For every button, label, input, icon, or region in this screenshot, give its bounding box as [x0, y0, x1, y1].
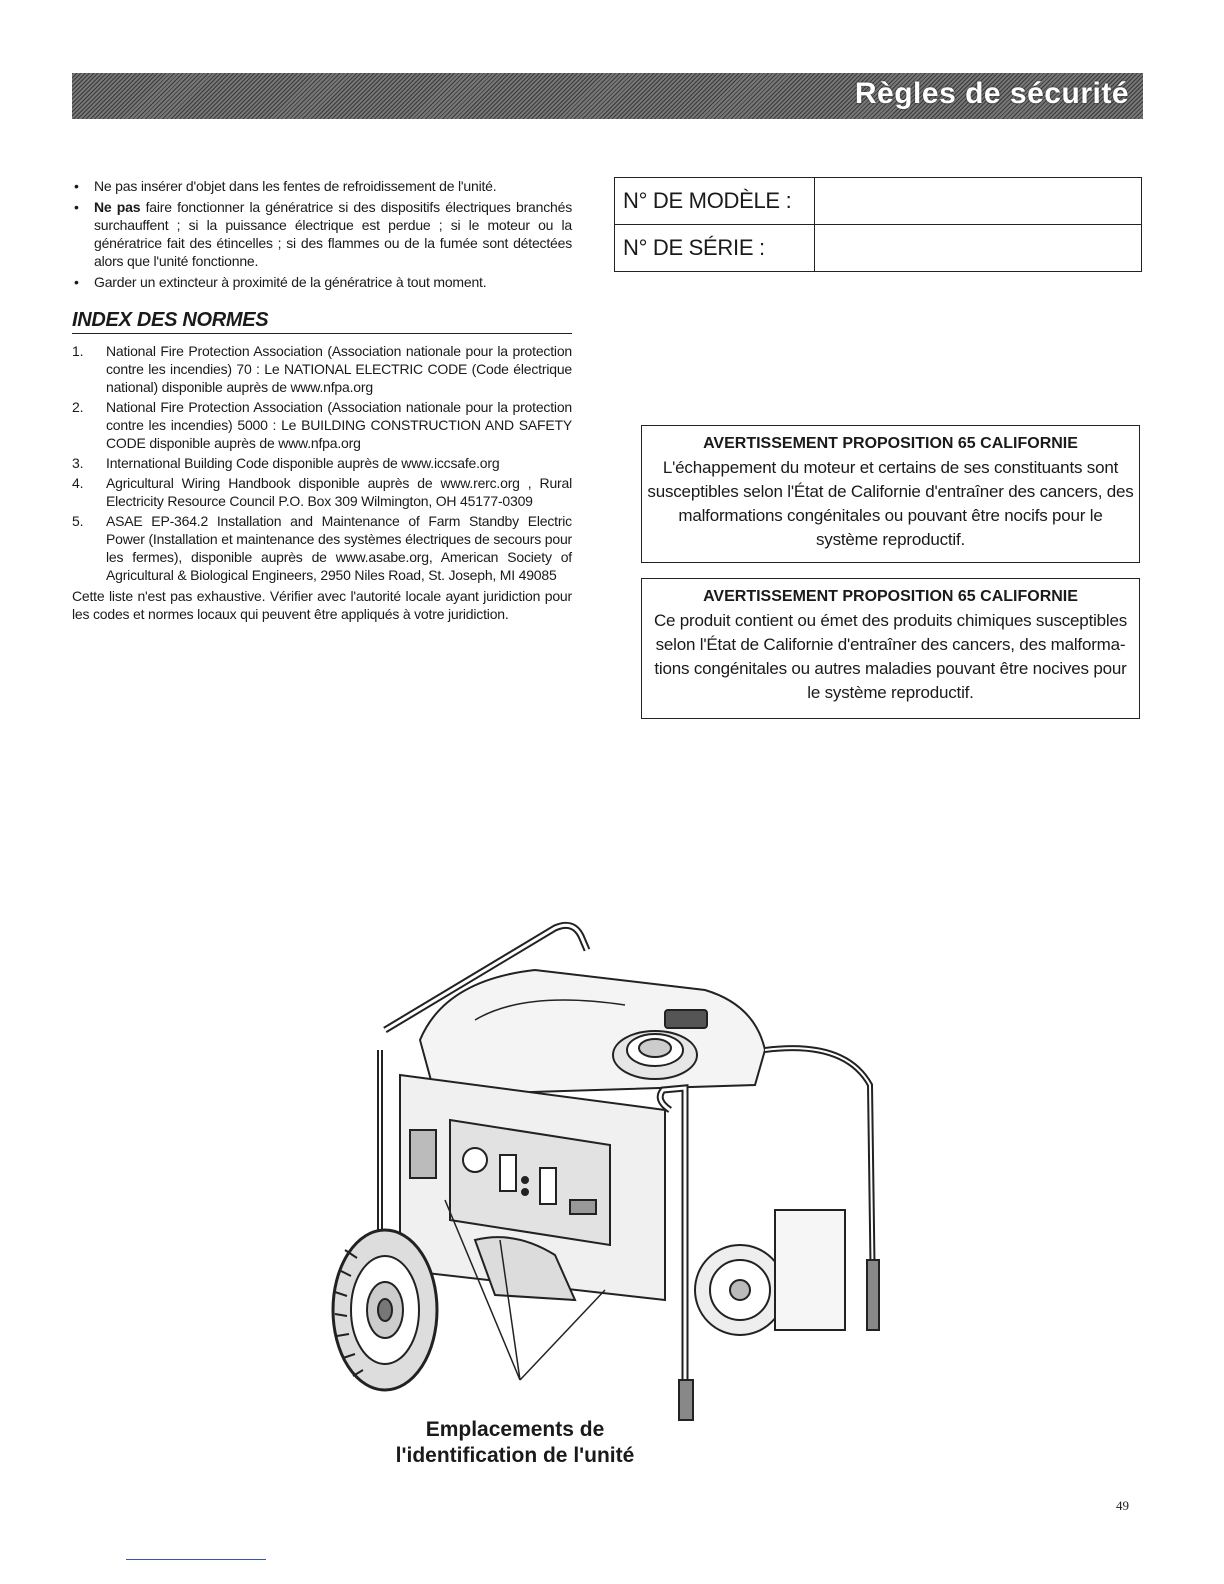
norms-list: [72, 342, 572, 584]
warning-text: L'échappement du moteur et certains de ses constituants sont susceptibles selon l'État de Californie d'entraîner des cancers, des malformations congénitales ou pouvant être nocifs pour le système reproductif.: [647, 458, 1134, 549]
list-item: 1. National Fire Protection Association (Association nationale pour la protection contre les incendies) 70 : Le NATIONAL ELECTRIC CODE (Code électrique national) disponible auprès de www.nfpa.org: [72, 343, 572, 395]
list-item: • Garder un extincteur à proximité de la génératrice à tout moment.: [74, 274, 487, 290]
list-item: 2. National Fire Protection Association (Association nationale pour la protection contre les incendies) 5000 : Le BUILDING CONSTRUCTION AND SAFETY CODE disponible auprès de www.nfpa.org: [72, 399, 572, 451]
safety-bullet-list: [72, 177, 572, 291]
list-item: • Ne pas faire fonctionner la génératrice si des dispositifs électriques branchés surchauffent ; si la puissance électrique est perdue ; si le moteur ou la génératrice fait des étincelles ; si des flammes ou de la fumée sont détectées alors que l'unité fonctionne.: [74, 199, 572, 269]
serial-number-label: N° DE SÉRIE :: [615, 225, 815, 272]
warning-box-engine-exhaust: [641, 425, 1140, 563]
index-heading: INDEX DES NORMES: [72, 309, 572, 334]
bullet-icon: •: [74, 274, 79, 290]
model-number-field[interactable]: [815, 178, 1142, 225]
warning-box-chemicals: [641, 578, 1140, 719]
page-title: Règles de sécurité: [854, 77, 1129, 110]
list-item: 5. ASAE EP-364.2 Installation and Maintenance of Farm Standby Electric Power (Installation et maintenance des systèmes électriques de secours pour les fermes), disponible auprès de www.asabe.org, American Society of Agricultural & Biological Engineers, 2950 Niles Road, St. Joseph, MI 49085: [72, 513, 572, 583]
footer-divider: [126, 1559, 266, 1560]
page-number: 49: [1116, 1498, 1129, 1513]
serial-number-field[interactable]: [815, 225, 1142, 272]
warning-title: AVERTISSEMENT PROPOSITION 65 CALIFORNIE: [703, 435, 1078, 452]
warning-text: Ce produit contient ou émet des produits chimiques susceptibles selon l'État de Californie d'entraîner des cancers, des malforma-tions congénitales ou autres maladies pouvant être nocives pour le système reproductif.: [653, 611, 1128, 702]
model-number-label: N° DE MODÈLE :: [615, 178, 815, 225]
bullet-icon: •: [74, 178, 79, 194]
illustration-caption: Emplacements de l'identification de l'unité: [395, 1418, 635, 1467]
list-item: 3. International Building Code disponible auprès de www.iccsafe.org: [72, 455, 500, 471]
bullet-icon: •: [74, 199, 79, 215]
header-banner: [72, 73, 1143, 119]
list-item: 4. Agricultural Wiring Handbook disponible auprès de www.rerc.org , Rural Electricity Resource Council P.O. Box 309 Wilmington, OH 45177-0309: [72, 475, 572, 509]
identification-table: [614, 177, 1142, 272]
warning-title: AVERTISSEMENT PROPOSITION 65 CALIFORNIE: [703, 588, 1078, 605]
generator-illustration: [325, 910, 905, 1430]
left-column: [72, 177, 572, 623]
list-item: • Ne pas insérer d'objet dans les fentes de refroidissement de l'unité.: [74, 178, 497, 194]
closing-note: Cette liste n'est pas exhaustive. Vérifier avec l'autorité locale ayant juridiction pour les codes et normes locaux qui peuvent être appliqués à votre juridiction.: [72, 588, 572, 622]
